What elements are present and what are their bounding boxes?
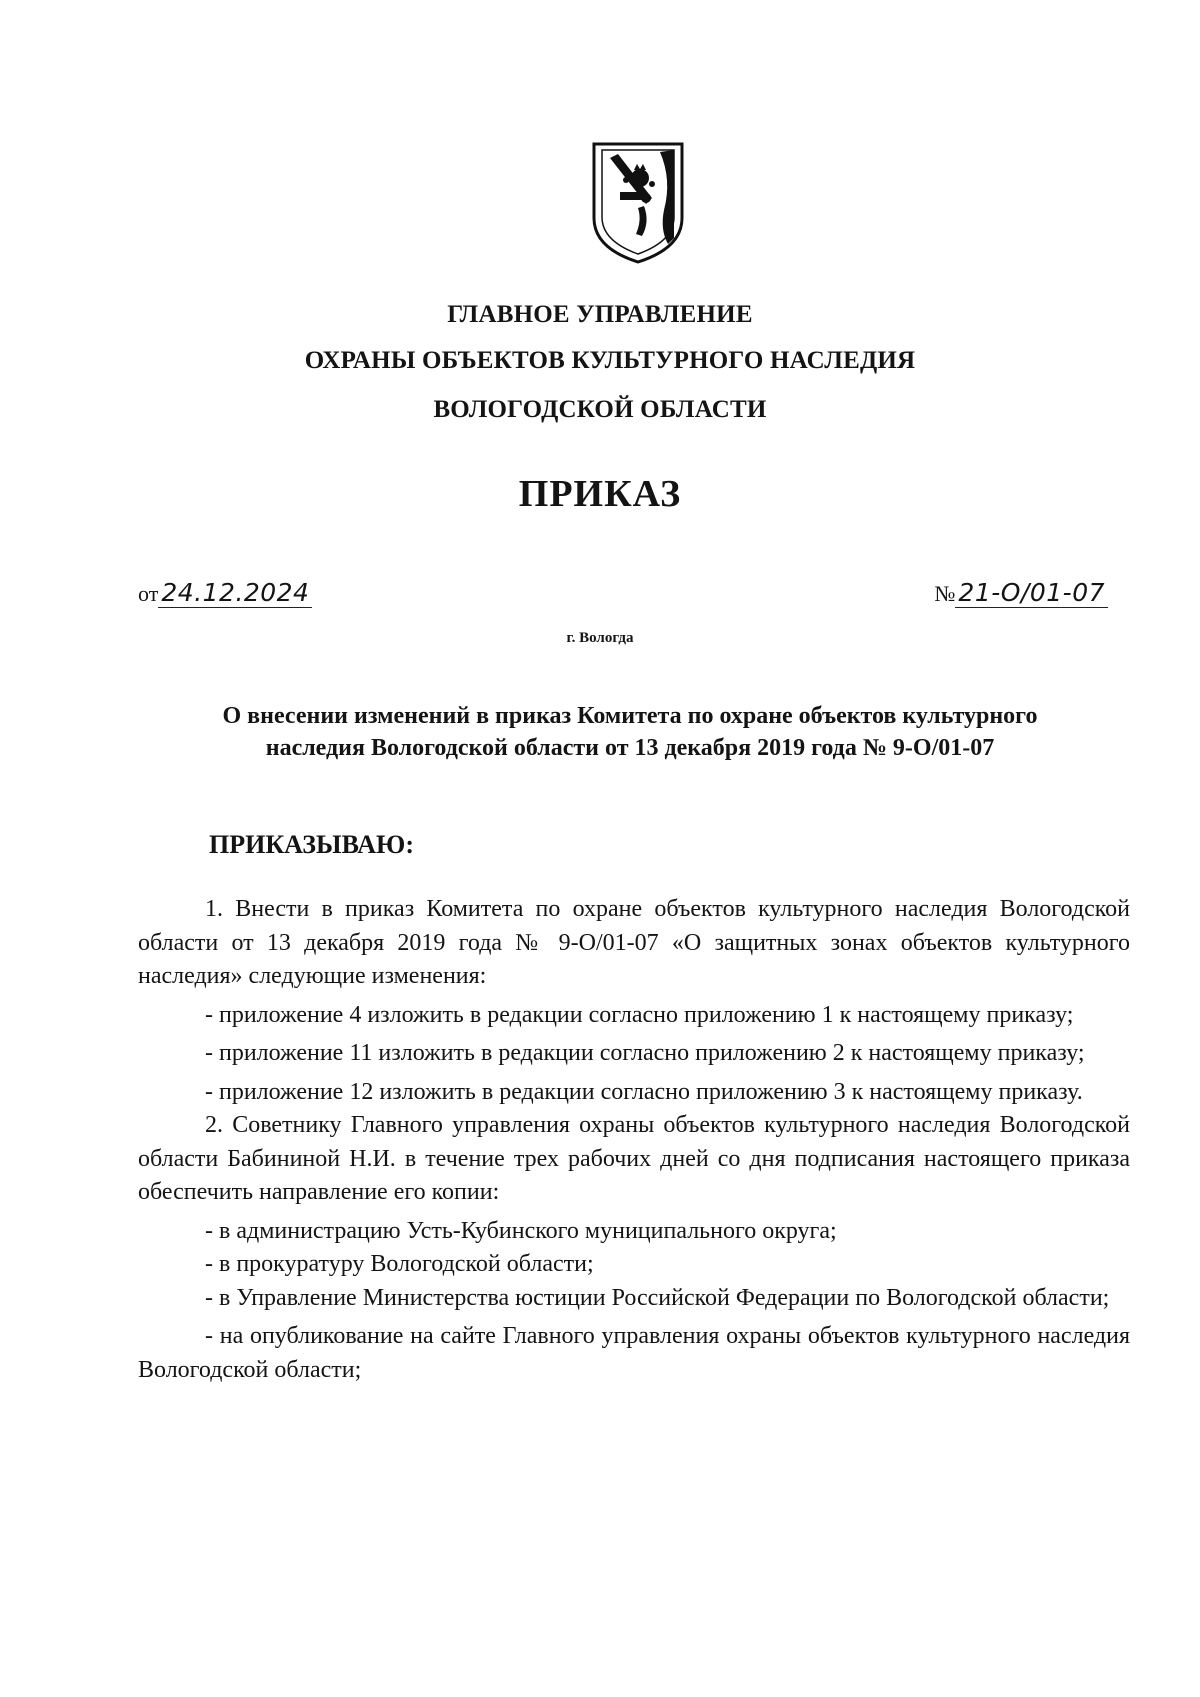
number-value: 21-О/01-07 (955, 578, 1108, 608)
coat-of-arms-emblem (588, 140, 688, 265)
date-value: 24.12.2024 (158, 578, 312, 608)
paragraph-item-5: - в прокуратуру Вологодской области; (205, 1251, 594, 1277)
order-subject (150, 700, 1110, 764)
coat-of-arms-icon (588, 140, 688, 265)
paragraph-item-1: - приложение 4 изложить в редакции согласно приложению 1 к настоящему приказу; (205, 1001, 1074, 1028)
subject-line-2: наследия Вологодской области от 13 декабря 2019 года № 9-О/01-07 (265, 735, 995, 761)
order-directive-word: ПРИКАЗЫВАЮ: (209, 830, 414, 859)
order-body (138, 893, 1130, 1392)
subject-line-1: О внесении изменений в приказ Комитета по охране объектов культурного (222, 703, 1038, 729)
document-type-title: ПРИКАЗ (518, 473, 682, 515)
header-line-1: ГЛАВНОЕ УПРАВЛЕНИЕ (447, 301, 753, 328)
paragraph-item-7: - на опубликование на сайте Главного управления охраны объектов культурного наследия Вологодской области; (138, 1323, 1130, 1383)
header-line-3: ВОЛОГОДСКОЙ ОБЛАСТИ (433, 396, 767, 423)
paragraph-item-6: - в Управление Министерства юстиции Российской Федерации по Вологодской области; (205, 1284, 1110, 1311)
number-line (934, 578, 1108, 608)
date-line (138, 578, 312, 608)
city-label: г. Вологда (566, 630, 634, 646)
paragraph-item-2: - приложение 11 изложить в редакции согласно приложению 2 к настоящему приказу; (205, 1040, 1085, 1066)
paragraph-1: 1. Внести в приказ Комитета по охране объектов культурного наследия Вологодской области от 13 декабря 2019 года № 9-О/01-07 «О защитных зонах объектов культурного наследия» следующие изменения: (138, 896, 1130, 989)
date-prefix: от (138, 581, 159, 606)
paragraph-2: 2. Советнику Главного управления охраны объектов культурного наследия Вологодской области Бабининой Н.И. в течение трех рабочих дней со дня подписания настоящего приказа обеспечить направление его копии: (138, 1112, 1130, 1205)
paragraph-item-3: - приложение 12 изложить в редакции согласно приложению 3 к настоящему приказу. (205, 1078, 1083, 1105)
number-prefix: № (934, 581, 956, 606)
header-line-2: ОХРАНЫ ОБЪЕКТОВ КУЛЬТУРНОГО НАСЛЕДИЯ (304, 347, 916, 374)
paragraph-item-4: - в администрацию Усть-Кубинского муниципального округа; (205, 1217, 837, 1244)
